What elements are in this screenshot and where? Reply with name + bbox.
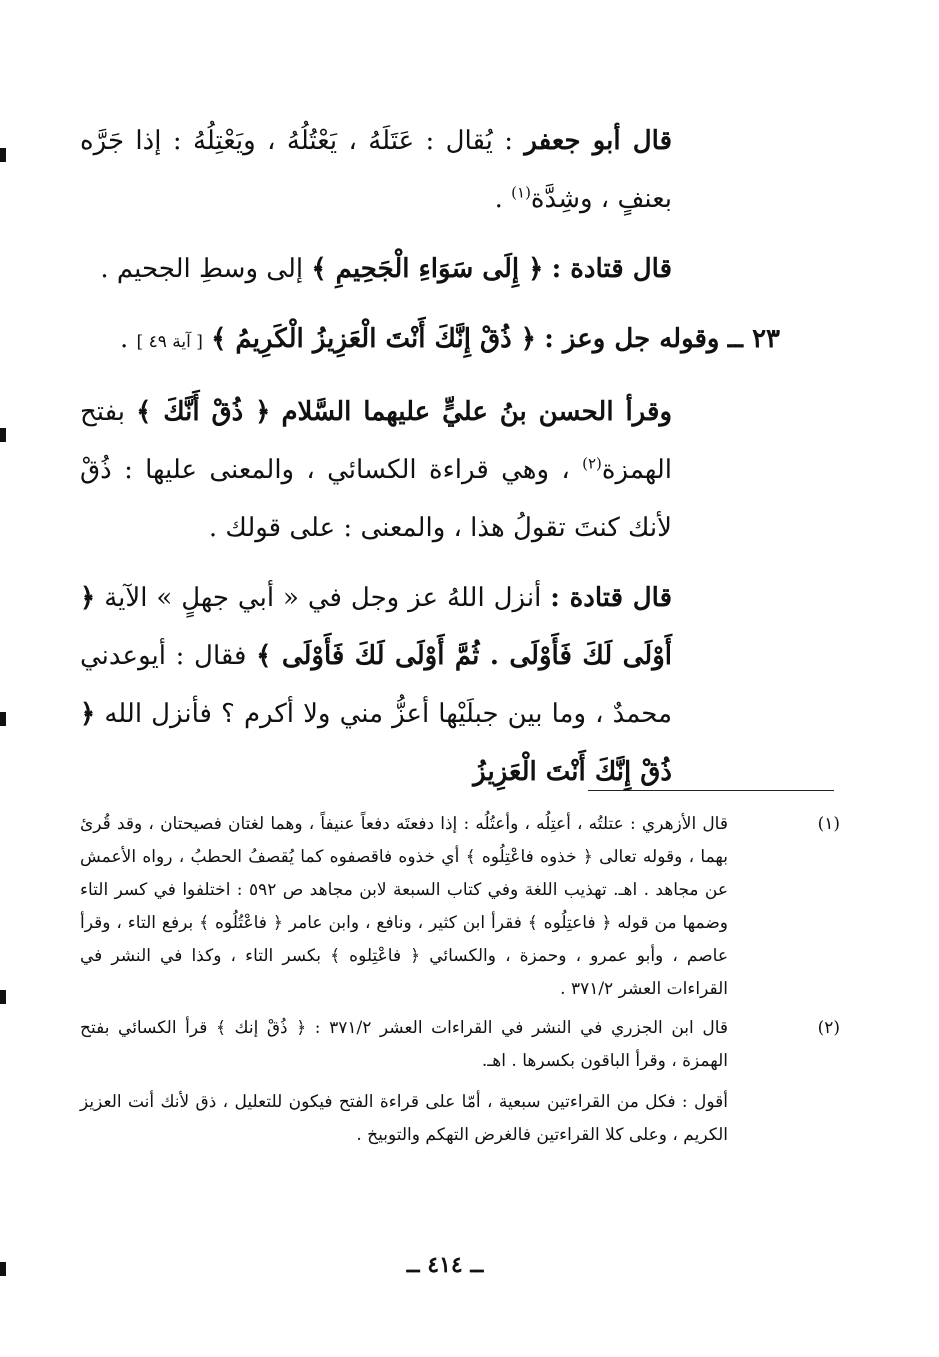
speaker-label: قال قتادة : bbox=[551, 254, 672, 284]
paragraph-verse-23 bbox=[80, 310, 780, 371]
footnote-ref: (٢) bbox=[582, 454, 602, 473]
paragraph-text: فقال : أيوعدني محمدٌ ، وما بين جبلَيْها أعزُّ مني ولا أكرم ؟ فأنزل الله bbox=[80, 641, 672, 729]
quran-quote: ﴿ أَوْلَى لَكَ فَأَوْلَى . ثُمَّ أَوْلَى لَكَ فَأَوْلَى ﴾ bbox=[80, 583, 672, 671]
footnote-divider bbox=[588, 790, 834, 791]
paragraph-text: أنزل اللهُ عز وجل في « أبي جهلٍ » الآية bbox=[104, 583, 542, 613]
quran-quote: ﴿ ذُقْ إِنَّكَ أَنْتَ الْعَزِيزُ bbox=[80, 699, 672, 787]
margin-mark bbox=[0, 990, 6, 1004]
footnote-2 bbox=[80, 1012, 840, 1152]
footnote-text: قال ابن الجزري في النشر في القراءات العشر ٣٧١/٢ : ﴿ ذُقْ إنك ﴾ قرأ الكسائي بفتح الهمزة ، وقرأ الباقون بكسرها . اهـ. bbox=[80, 1018, 728, 1071]
page-number: ــ ٤١٤ ــ bbox=[406, 1252, 484, 1278]
paragraph-abu-jafar bbox=[80, 112, 780, 228]
speaker-label: وقرأ الحسن بنُ عليٍّ عليهما السَّلام bbox=[281, 397, 672, 427]
footnotes bbox=[80, 808, 840, 1158]
margin-mark bbox=[0, 428, 6, 442]
quran-quote: ﴿ ذُقْ أَنَّكَ ﴾ bbox=[136, 397, 271, 427]
paragraph-qatada-2 bbox=[80, 569, 780, 801]
ayah-reference: [ آية ٤٩ ] bbox=[136, 332, 203, 352]
speaker-label: قال قتادة : bbox=[550, 583, 673, 613]
paragraph-text: ، وهي قراءة الكسائي ، والمعنى عليها : ذُقْ لأنك كنتَ تقولُ هذا ، والمعنى : على قولك . bbox=[80, 455, 672, 543]
sentence-end: . bbox=[119, 324, 129, 354]
footnote-comment: أقول : فكل من القراءتين سبعية ، أمّا على قراءة الفتح فيكون للتعليل ، ذق لأنك أنت العزيز الكريم ، وعلى كلا القراءتين فالغرض التهكم والتوبيخ . bbox=[80, 1092, 728, 1145]
verse-intro: وقوله جل وعز : bbox=[544, 324, 720, 354]
margin-mark bbox=[0, 712, 6, 726]
margin-mark bbox=[0, 1262, 6, 1276]
margin-mark bbox=[0, 148, 6, 162]
paragraph-hasan bbox=[80, 383, 780, 557]
quran-quote: ﴿ إِلَى سَوَاءِ الْجَحِيمِ ﴾ bbox=[311, 254, 544, 284]
footnote-number: (١) bbox=[817, 814, 840, 834]
footnote-1 bbox=[80, 808, 840, 1006]
paragraph-text: إلى وسطِ الجحيم . bbox=[100, 254, 304, 284]
sentence-end: . bbox=[494, 184, 503, 214]
footnote-number: (٢) bbox=[817, 1018, 840, 1038]
speaker-label: قال أبو جعفر bbox=[524, 126, 673, 156]
paragraph-text: بفتح الهمزة bbox=[80, 397, 672, 485]
verse-number: ٢٣ ــ bbox=[727, 324, 780, 354]
main-text bbox=[80, 112, 780, 813]
paragraph-qatada-1 bbox=[80, 240, 780, 298]
paragraph-text: : يُقال : عَتَلَهُ ، يَعْتُلُهُ ، ويَعْتِلُهُ : إذا جَرَّه بعنفٍ ، وشِدَّة bbox=[80, 126, 672, 214]
footnote-text: قال الأزهري : عتلتُه ، أعتِلُه ، وأعتُلُه : إذا دفعتَه دفعاً عنيفاً ، وهما لغتان فصيحتان ، وقد قُرئ بهما ، وقوله تعالى ﴿ خذوه فاعْتِلُوه ﴾ أي خذوه فاقصفوه كما يُقصفُ الحطبُ ، رواه الأعمش عن مجاهد . اهـ. تهذيب اللغة وفي كتاب السبعة لابن مجاهد ص ٥٩٢ : اختلفوا في كسر التاء وضمها من قوله ﴿ فاعتِلُوه ﴾ فقرأ ابن كثير ، ونافع ، وابن عامر ﴿ فاعْتُلُوه ﴾ برفع التاء ، وقرأ عاصم ، وأبو عمرو ، وحمزة ، والكسائي ﴿ فاعْتِلوه ﴾ بكسر التاء ، وكذا في النشر في القراءات العشر ٣٧١/٢ . bbox=[80, 814, 729, 999]
quran-quote: ﴿ ذُقْ إِنَّكَ أَنْتَ الْعَزِيزُ الْكَرِيمُ ﴾ bbox=[211, 324, 537, 354]
footnote-ref: (١) bbox=[511, 183, 531, 202]
